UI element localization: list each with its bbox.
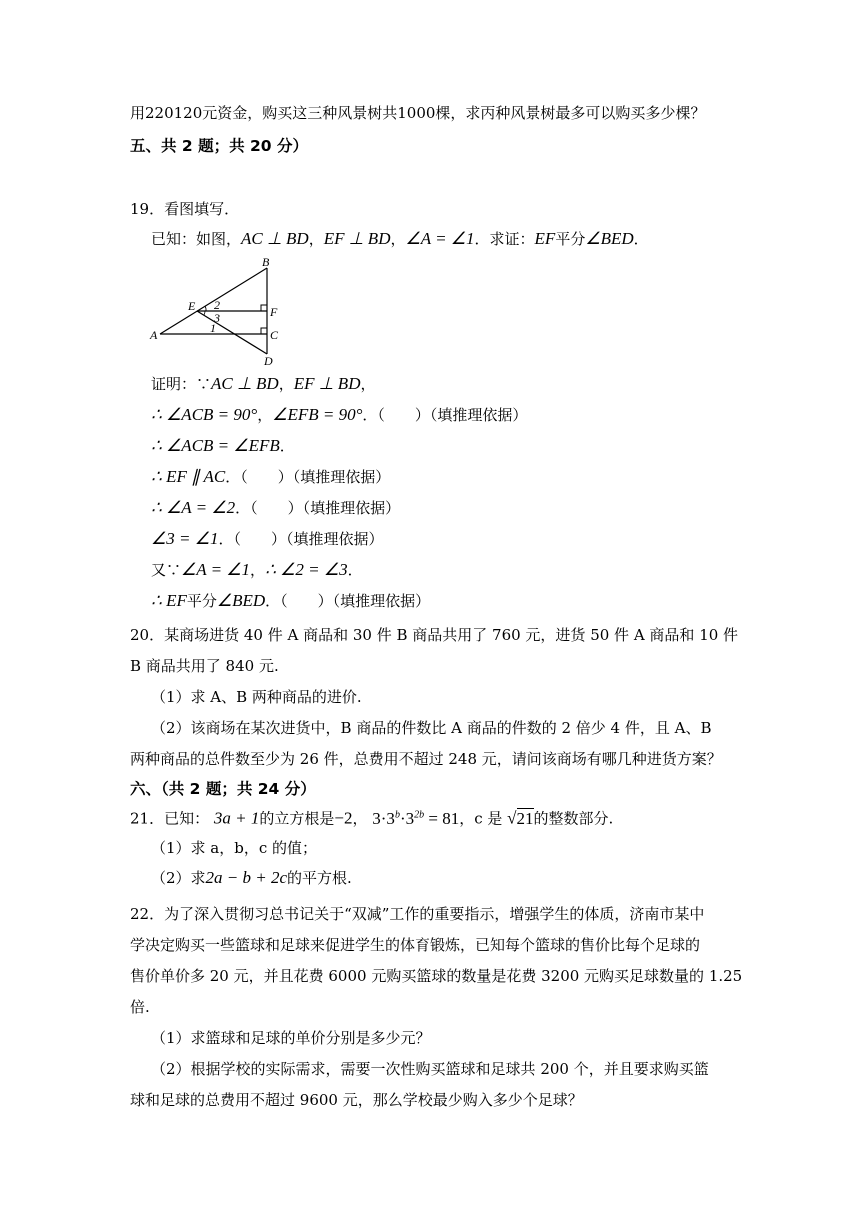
q19-prove-prefix: ．求证：	[474, 230, 535, 248]
q21-sub-2-expr: 2a − b + 2c	[205, 868, 288, 887]
proof-6: ∠3 = ∠1	[151, 529, 219, 548]
q19-title-text: 看图填写．	[164, 200, 240, 218]
q20-sub-2-line-2: 两种商品的总件数至少为 26 件，总费用不超过 248 元，请问该商场有哪几种进货方案？	[130, 750, 722, 768]
q22-line-3: 售价单价多 20 元，并且花费 6000 元购买篮球的数量是花费 3200 元购买足球数量的 1.25	[130, 967, 743, 985]
label-3: 3	[214, 311, 220, 325]
q19-prove-1: EF	[534, 229, 556, 248]
angle-arc-3	[204, 311, 205, 315]
proof-line-6	[151, 529, 383, 549]
q20-line-2: B 商品共用了 840 元.	[130, 657, 279, 675]
label-A: A	[150, 328, 158, 342]
q22-sub-2-line-2: 球和足球的总费用不超过 9600 元，那么学校最少购入多少个足球？	[130, 1091, 583, 1109]
q19-title	[130, 199, 239, 219]
q21-sub-1: （1）求 a，b，c 的值；	[151, 839, 318, 857]
q21-sub-2-suffix: 的平方根.	[287, 869, 352, 887]
q19-known-2: EF ⊥ BD	[323, 229, 391, 248]
proof-5-reason: ．（ ）（填推理依据）	[235, 499, 401, 517]
label-B: B	[262, 255, 270, 269]
label-D: D	[264, 354, 273, 367]
q22-line-2: 学决定购买一些篮球和足球来促进学生的体育锻炼，已知每个篮球的售价比每个足球的	[130, 936, 701, 954]
right-angle-F	[261, 305, 267, 311]
section-5-heading: 五、共 2 题；共 20 分）	[130, 137, 308, 155]
angle-arc-2	[205, 306, 206, 311]
proof-8-reason: ．（ ）（填推理依据）	[265, 592, 431, 610]
q21-exp-2b: 2b	[414, 809, 425, 820]
proof-1b: EF ⊥ BD	[293, 374, 361, 393]
q19-known-3: ∠A = ∠1	[405, 229, 475, 248]
right-angle-C	[261, 328, 267, 334]
q21-text-1: 的立方根是	[259, 809, 335, 828]
proof-2b: ∠EFB = 90°	[272, 405, 363, 424]
proof-3: ∴ ∠ACB = ∠EFB	[151, 436, 280, 455]
proof-line-1: 证明：∵AC ⊥ BD，EF ⊥ BD，	[151, 374, 376, 393]
geometry-figure	[145, 255, 285, 367]
section-6-heading: 六、（共 2 题；共 24 分）	[130, 780, 316, 798]
proof-start: 证明：∵	[151, 375, 212, 393]
q22-line-4: 倍.	[130, 998, 150, 1016]
line-ED	[197, 311, 267, 354]
proof-line-5	[151, 498, 400, 518]
proof-8b: ∠BED	[216, 591, 266, 610]
label-E: E	[188, 299, 196, 313]
proof-4-reason: ．（ ）（填推理依据）	[225, 468, 391, 486]
q21-expr-2: $3\cdot 3^b\cdot 3^{2b} = 81$	[372, 808, 460, 828]
label-2: 2	[214, 298, 220, 312]
proof-line-7: 又∵∠A = ∠1，∴ ∠2 = ∠3．	[151, 560, 363, 579]
proof-line-8	[151, 591, 430, 611]
q22-sub-2-line-1: （2）根据学校的实际需求，需要一次性购买篮球和足球共 200 个，并且要求购买篮	[151, 1060, 709, 1078]
proof-line-4	[151, 467, 390, 487]
proof-2-reason: ．（ ）（填推理依据）	[362, 406, 528, 424]
q20-line-1: 20．某商场进货 40 件 A 商品和 30 件 B 商品共用了 760 元，进货 50 件 A 商品和 10 件	[130, 626, 739, 644]
q19-prove-2: ∠BED	[585, 229, 634, 248]
proof-line-3: ∴ ∠ACB = ∠EFB．	[151, 436, 295, 455]
q21-sub-2-prefix: （2）求	[151, 869, 206, 887]
proof-8a: ∴ EF	[151, 591, 187, 610]
q21-exp-b: b	[394, 809, 400, 820]
proof-5: ∴ ∠A = ∠2	[151, 498, 236, 517]
q20-sub-2-line-1: （2）该商场在某次进货中，B 商品的件数比 A 商品的件数的 2 倍少 4 件，且 A、B	[151, 719, 712, 737]
proof-4: ∴ EF ∥ AC	[151, 467, 226, 486]
q21-val-1: −2	[334, 808, 353, 828]
proof-7a: ∠A = ∠1	[181, 560, 251, 579]
label-F: F	[270, 305, 278, 319]
label-C: C	[270, 328, 279, 342]
q19-known-prefix: 已知：如图，	[151, 230, 242, 248]
q21-sqrt: √21	[507, 808, 534, 828]
q21-number: 21．已知：	[130, 809, 210, 828]
q21-sub-2	[151, 868, 352, 888]
proof-2a: ∴ ∠ACB = 90°	[151, 405, 258, 424]
q19-prove-word: 平分	[555, 230, 586, 248]
proof-6-reason: ．（ ）（填推理依据）	[218, 530, 384, 548]
proof-7-prefix: 又∵	[151, 561, 182, 579]
q21-expr-1: 3a + 1	[213, 808, 260, 828]
q20-sub-1: （1）求 A、B 两种商品的进价.	[151, 688, 362, 706]
q21-text-3: 的整数部分.	[533, 809, 614, 828]
proof-8-word: 平分	[186, 592, 217, 610]
proof-1a: AC ⊥ BD	[211, 374, 279, 393]
proof-line-2: ∴ ∠ACB = 90°，∠EFB = 90°．（ ）（填推理依据）	[151, 405, 528, 424]
q19-known-line: 已知：如图，AC ⊥ BD，EF ⊥ BD，∠A = ∠1．求证：EF平分∠BED．	[151, 229, 649, 248]
q19-known-1: AC ⊥ BD	[241, 229, 309, 248]
q21-text-2: ，c 是	[459, 809, 503, 828]
q21-line-1: 21．已知： 3a + 1的立方根是−2， $3\cdot 3^b\cdot 3^{2b} = 81$，c 是 √21的整数部分.	[130, 808, 614, 828]
q22-sub-1: （1）求篮球和足球的单价分别是多少元？	[151, 1029, 431, 1047]
label-1: 1	[210, 321, 216, 335]
proof-7b: ∴ ∠2 = ∠3	[265, 560, 348, 579]
q22-line-1: 22．为了深入贯彻习总书记关于“双减”工作的重要指示，增强学生的体质，济南市某中	[130, 905, 705, 923]
q18-tail-line: 用220120元资金，购买这三种风景树共1000棵，求丙种风景树最多可以购买多少棵？	[130, 104, 706, 122]
q19-number: 19．	[130, 200, 165, 218]
